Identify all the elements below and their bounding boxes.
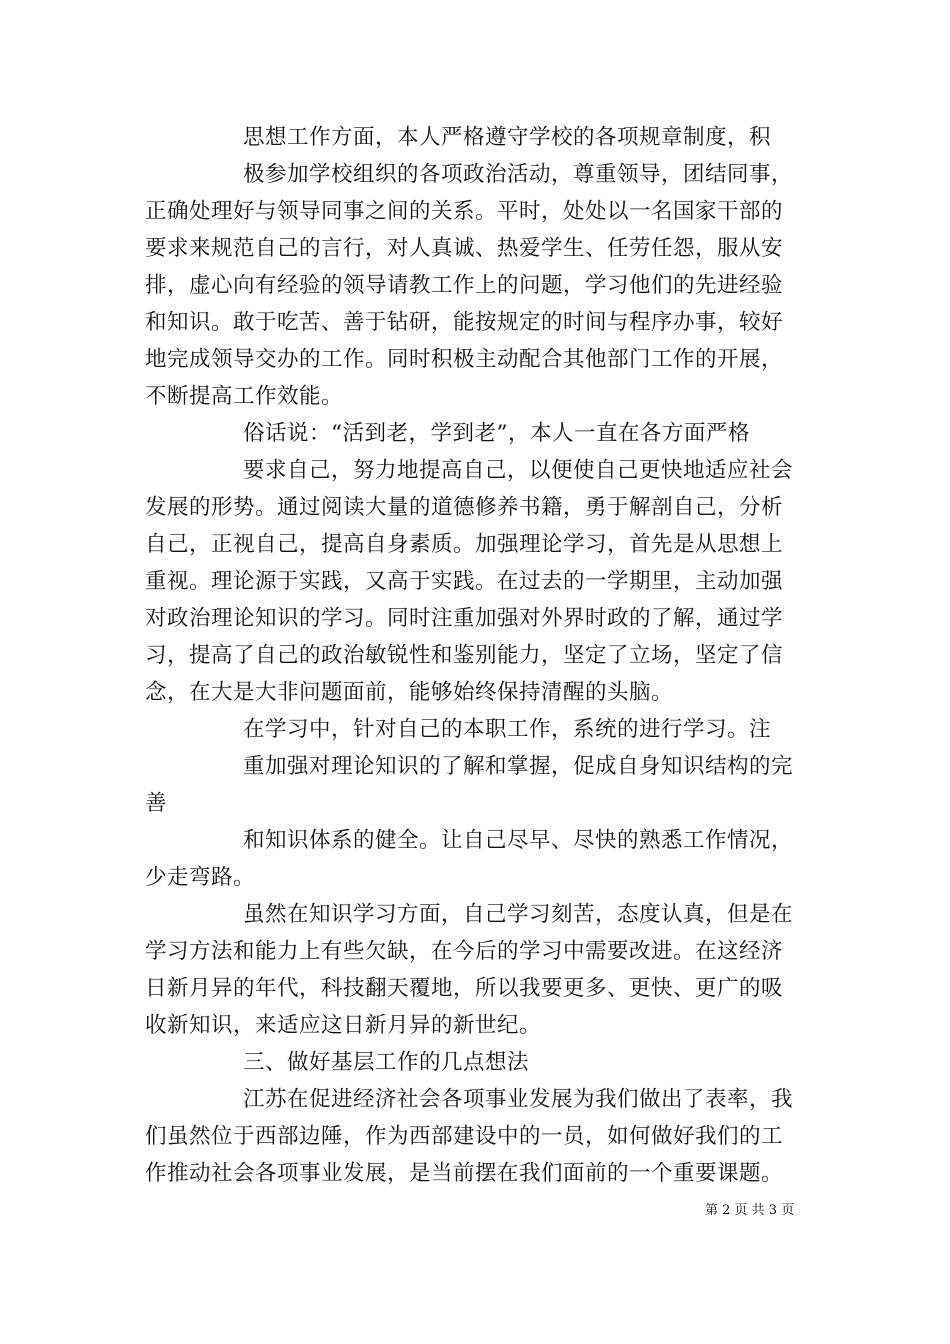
text-line: 极参加学校组织的各项政治活动，尊重领导，团结同事， [243,162,794,187]
text-line: 们虽然位于西部边陲，作为西部建设中的一员，如何做好我们的工 [145,1124,784,1149]
text-line: 俗话说：“活到老，学到老”，本人一直在各方面严格 [243,421,750,446]
text-line: 排，虚心向有经验的领导请教工作上的问题，学习他们的先进经验 [145,273,784,298]
text-line: 作推动社会各项事业发展，是当前摆在我们面前的一个重要课题。 [145,1161,784,1186]
text-line: 自己，正视自己，提高自身素质。加强理论学习，首先是从思想上 [145,532,784,557]
text-line: 收新知识，来适应这日新月异的新世纪。 [145,1013,542,1038]
text-line: 念，在大是大非问题面前，能够始终保持清醒的头脑。 [145,680,674,705]
text-line: 不断提高工作效能。 [145,384,344,409]
text-line: 要求自己，努力地提高自己，以便使自己更快地适应社会 [243,458,794,483]
text-line: 对政治理论知识的学习。同时注重加强对外界时政的了解，通过学 [145,606,784,631]
text-line: 日新月异的年代，科技翻天覆地，所以我要更多、更快、更广的吸 [145,976,784,1001]
text-line: 学习方法和能力上有些欠缺，在今后的学习中需要改进。在这经济 [145,939,784,964]
text-line: 要求来规范自己的言行，对人真诚、热爱学生、任劳任怨，服从安 [145,236,784,261]
text-line: 虽然在知识学习方面，自己学习刻苦，态度认真，但是在 [243,902,794,927]
text-line: 和知识。敢于吃苦、善于钻研，能按规定的时间与程序办事，较好 [145,310,784,335]
text-line: 和知识体系的健全。让自己尽早、尽快的熟悉工作情况， [243,828,794,853]
section-heading: 三、做好基层工作的几点想法 [243,1050,530,1075]
text-line: 发展的形势。通过阅读大量的道德修养书籍，勇于解剖自己，分析 [145,495,784,520]
text-line: 江苏在促进经济社会各项事业发展为我们做出了表率，我 [243,1087,794,1112]
text-line: 正确处理好与领导同事之间的关系。平时，处处以一名国家干部的 [145,199,784,224]
text-line: 重视。理论源于实践，又高于实践。在过去的一学期里，主动加强 [145,569,784,594]
text-line: 思想工作方面，本人严格遵守学校的各项规章制度，积 [243,125,772,150]
text-line: 地完成领导交办的工作。同时积极主动配合其他部门工作的开展， [145,347,784,372]
text-line: 少走弯路。 [145,865,256,890]
text-line: 重加强对理论知识的了解和掌握，促成自身知识结构的完 [243,754,794,779]
page-number-footer: 第 2 页 共 3 页 [705,1203,795,1218]
text-line: 习，提高了自己的政治敏锐性和鉴别能力，坚定了立场，坚定了信 [145,643,784,668]
text-line: 善 [145,791,168,816]
text-line: 在学习中，针对自己的本职工作，系统的进行学习。注 [243,717,772,742]
